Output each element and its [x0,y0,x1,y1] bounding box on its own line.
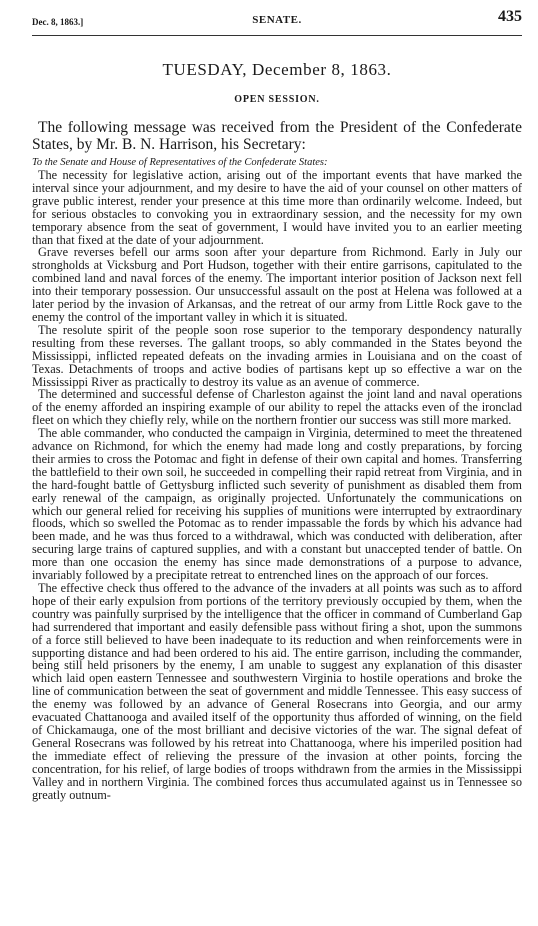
session-heading: OPEN SESSION. [234,94,320,105]
message-paragraph: Grave reverses befell our arms soon after your departure from Richmond. Early in July our strongholds at Vicksburg and Port Hudson, together with their entire garrisons, capitulated to the combined land and naval forces of the enemy. The important interior position of Jackson next fell into their temporary possession. Our unsuccessful assault on the post at Helena was followed at a later period by the invasion of Arkansas, and the retreat of our army from Little Rock gave to the enemy the control of the important valley in which it is situated. [32,245,522,324]
header-title: SENATE. [252,14,302,26]
page-number: 435 [498,8,522,25]
salutation: To the Senate and House of Representatives of the Confederate States: [32,157,328,168]
message-paragraph: The able commander, who conducted the campaign in Virginia, determined to meet the threatened advance on Richmond, for which the enemy had made long and costly preparations, by forcing their armies to cross the Potomac and fight in defense of their own capital and homes. Transferring the battlefield to their own soil, he succeeded in compelling their rapid retreat from Virginia, and in the hard-fought battle of Gettysburg inflicted such severity of punishment as disabled them from early renewal of the campaign, as originally projected. Unfortunately the communications on which our general relied for receiving his supplies of munitions were interrupted by extraordinary floods, which so swelled the Potomac as to render impassable the fords by which his advance had been made, and he was thus forced to a withdrawal, which was conducted with deliberation, after securing large trains of captured supplies, and with a constant but unaccepted tender of battle. On more than one occasion the enemy has since made demonstrations of a purpose to advance, invariably followed by a precipitate retreat to entrenched lines on the approach of our forces. [32,426,522,583]
message-paragraph: The determined and successful defense of Charleston against the joint land and naval operations of the enemy afforded an inspiring example of our ability to repel the attacks even of the ironclad fleet on which they chiefly rely, while on the northern frontier our success was still more marked. [32,387,522,428]
message-paragraph: The resolute spirit of the people soon rose superior to the temporary despondency naturally resulting from these reverses. The gallant troops, so ably commanded in the States beyond the Mississippi, inflicted repeated defeats on the invading armies in Louisiana and on the coast of Texas. Detachments of troops and active bodies of partisans kept up so effective a war on the Mississippi River as practically to destroy its value as an avenue of commerce. [32,322,522,389]
intro-paragraph: The following message was received from the President of the Confederate States, by Mr. B. N. Harrison, his Secretary: [32,119,522,153]
day-heading: TUESDAY, December 8, 1863. [162,60,392,79]
header-date: Dec. 8, 1863.] [32,17,84,27]
message-paragraph: The effective check thus offered to the advance of the invaders at all points was such as to afford hope of their early expulsion from portions of the territory previously occupied by them, when the country was painfully surprised by the intelligence that the officer in command of Cumberland Gap had surrendered that important and easily defensible pass without firing a shot, upon the summons of a force still believed to have been inadequate to its reduction and when reinforcements were in supporting distance and had been ordered to his aid. The entire garrison, including the commander, being still held prisoners by the enemy, I am unable to suggest any explanation of this disaster which laid open eastern Tennessee and southwestern Virginia to hostile operations and broke the line of communication between the seat of government and middle Tennessee. This easy success of the enemy was followed by an advance of General Rosecrans into Georgia, and our army evacuated Chattanooga and availed itself of the opportunity thus afforded of winning, on the field of Chickamauga, one of the most brilliant and decisive victories of the war. The signal defeat of General Rosecrans was followed by his retreat into Chattanooga, where his imperiled position had the immediate effect of relieving the pressure of the invasion at other points, forcing the concentration, for his relief, of large bodies of troops withdrawn from the armies in the Mississippi Valley and in northern Virginia. The combined forces thus accumulated against us in Tennessee so greatly outnum- [32,581,522,802]
header-rule [32,35,522,36]
running-header [32,10,522,32]
message-paragraph: The necessity for legislative action, arising out of the important events that have marked the interval since your adjournment, and my desire to have the aid of your counsel on other matters of grave public interest, render your presence at this time more than ordinarily welcome. Indeed, but for serious obstacles to convoking you in extraordinary session, and the necessity for my own temporary absence from the seat of government, I would have invited you to an earlier meeting than that fixed at the date of your adjournment. [32,168,522,247]
